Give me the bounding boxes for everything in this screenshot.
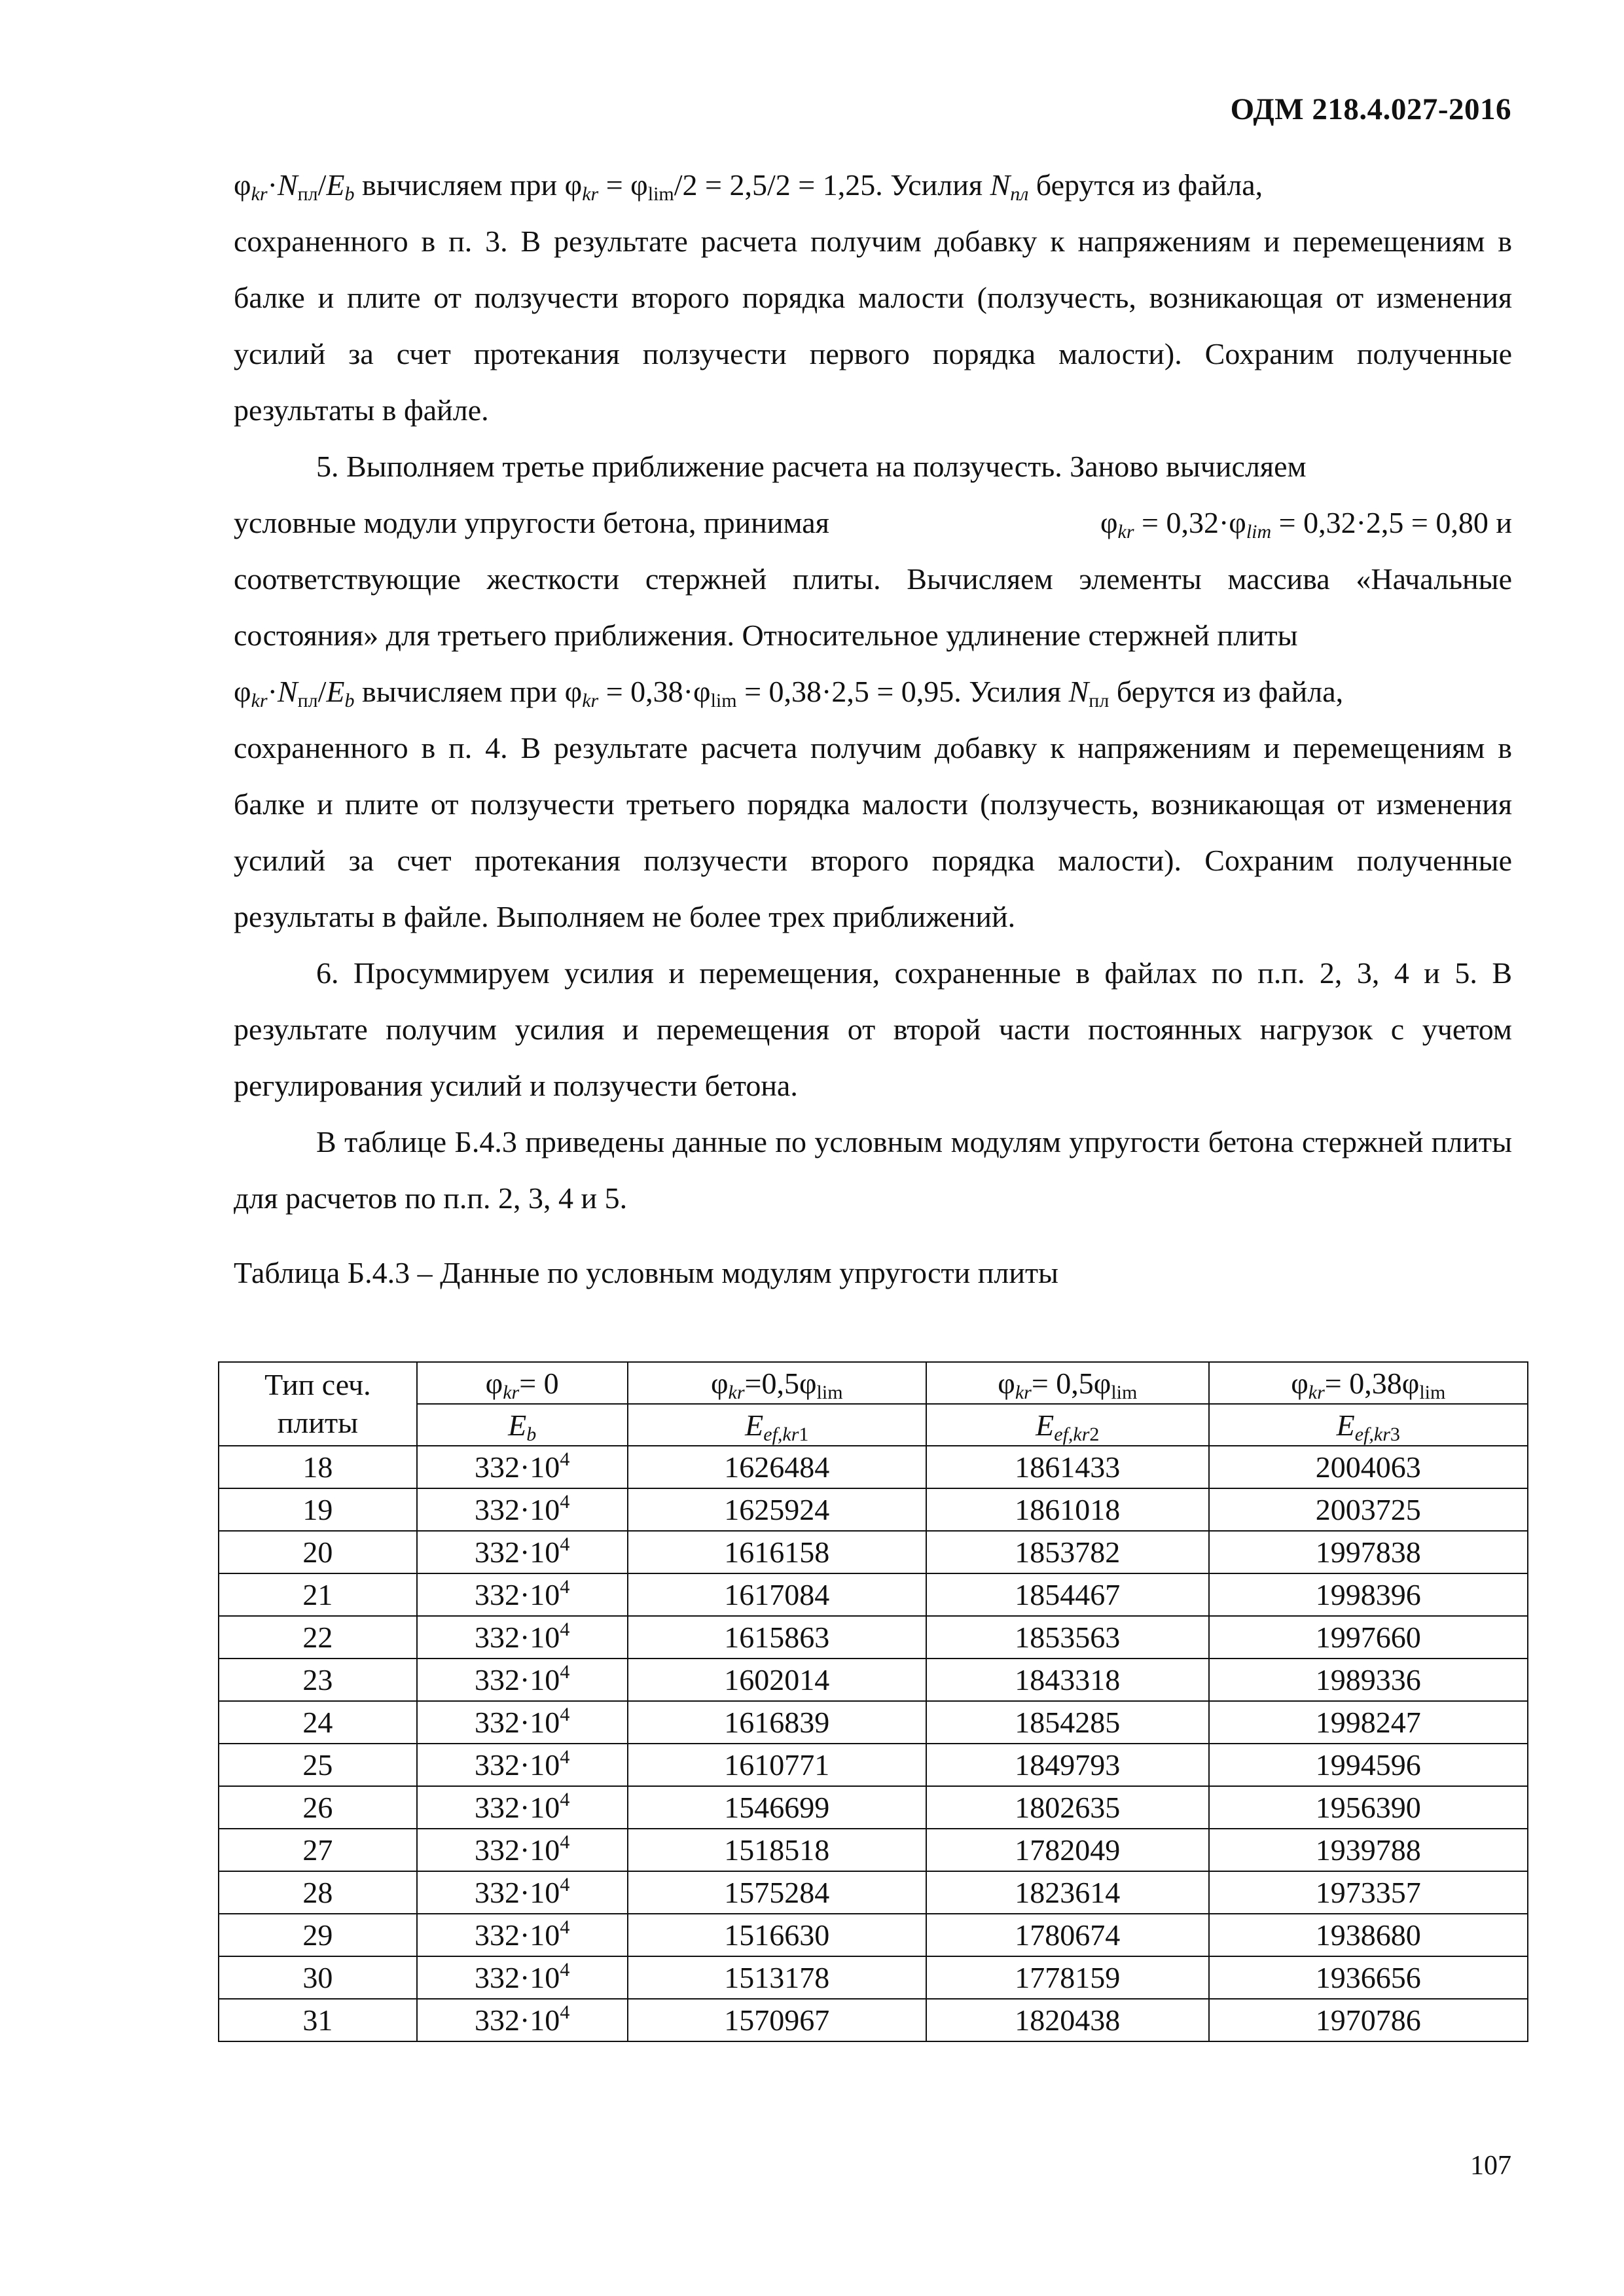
cell-ef-kr2: 1820438 bbox=[926, 1999, 1209, 2041]
cell-ef-kr1: 1610771 bbox=[628, 1744, 927, 1786]
header-ef-kr2: $E_{ef,kr2}$ bbox=[926, 1404, 1209, 1446]
para7: В таблице Б.4.3 приведены данные по условным модулям упругости бетона стержней плиты для расчетов по п.п. 2, 3, 4 и 5. bbox=[234, 1125, 1512, 1215]
cell-ef-kr2: 1861433 bbox=[926, 1446, 1209, 1488]
cell-section-type: 20 bbox=[219, 1531, 417, 1573]
para6: 6. Просуммируем усилия и перемещения, сохраненные в файлах по п.п. 2, 3, 4 и 5. В результате получим усилия и перемещения от второй части постоянных нагрузок с учетом регулирования усилий и ползучести бетона. bbox=[234, 956, 1512, 1102]
cell-ef-kr3: 1956390 bbox=[1209, 1786, 1528, 1829]
cell-eb: $332\cdot 10^4$ bbox=[417, 1573, 628, 1616]
cell-section-type: 18 bbox=[219, 1446, 417, 1488]
cell-ef-kr2: 1843318 bbox=[926, 1659, 1209, 1701]
cell-ef-kr1: 1575284 bbox=[628, 1871, 927, 1914]
cell-ef-kr3: 1938680 bbox=[1209, 1914, 1528, 1956]
header-eb: $E_b$ bbox=[417, 1404, 628, 1446]
para5-line3: соответствующие жесткости стержней плиты. Вычисляем элементы массива «Начальные состояния» для третьего приближения. Относительное удлинение стержней плиты bbox=[234, 562, 1512, 652]
cell-ef-kr2: 1854285 bbox=[926, 1701, 1209, 1744]
table-row bbox=[219, 1829, 1528, 1871]
cell-ef-kr2: 1861018 bbox=[926, 1488, 1209, 1531]
cell-eb: $332\cdot 10^4$ bbox=[417, 1999, 628, 2041]
cell-ef-kr1: 1518518 bbox=[628, 1829, 927, 1871]
cell-eb: $332\cdot 10^4$ bbox=[417, 1659, 628, 1701]
header-ef-kr1: $E_{ef,kr1}$ bbox=[628, 1404, 927, 1446]
cell-ef-kr2: 1854467 bbox=[926, 1573, 1209, 1616]
cell-ef-kr1: 1626484 bbox=[628, 1446, 927, 1488]
cell-section-type: 25 bbox=[219, 1744, 417, 1786]
para1-rest: сохраненного в п. 3. В результате расчета получим добавку к напряжениям и перемещениям в балке и плите от ползучести второго порядка малости (ползучесть, возникающая от изменения усилий за счет протекания ползучести первого порядка малости). Сохраним полученные результаты в файле. bbox=[234, 224, 1512, 427]
cell-eb: $332\cdot 10^4$ bbox=[417, 1914, 628, 1956]
cell-ef-kr1: 1617084 bbox=[628, 1573, 927, 1616]
cell-ef-kr3: 1994596 bbox=[1209, 1744, 1528, 1786]
cell-ef-kr2: 1778159 bbox=[926, 1956, 1209, 1999]
table-row bbox=[219, 1573, 1528, 1616]
table-caption: Таблица Б.4.3 – Данные по условным модулям упругости плиты bbox=[234, 1256, 1058, 1289]
cell-eb: $332\cdot 10^4$ bbox=[417, 1829, 628, 1871]
cell-ef-kr1: 1615863 bbox=[628, 1616, 927, 1659]
cell-ef-kr3: 1973357 bbox=[1209, 1871, 1528, 1914]
cell-section-type: 21 bbox=[219, 1573, 417, 1616]
header-phi-038: $\varphi_{kr}= 0,38\varphi_{lim}$ bbox=[1209, 1362, 1528, 1404]
table-row bbox=[219, 1488, 1528, 1531]
cell-ef-kr1: 1616158 bbox=[628, 1531, 927, 1573]
table-row bbox=[219, 1616, 1528, 1659]
cell-section-type: 23 bbox=[219, 1659, 417, 1701]
cell-section-type: 27 bbox=[219, 1829, 417, 1871]
table-row bbox=[219, 1701, 1528, 1744]
cell-section-type: 19 bbox=[219, 1488, 417, 1531]
cell-ef-kr1: 1625924 bbox=[628, 1488, 927, 1531]
header-phi-05: $\varphi_{kr}=0,5\varphi_{lim}$ bbox=[628, 1362, 927, 1404]
table-body bbox=[219, 1446, 1528, 2041]
cell-ef-kr1: 1570967 bbox=[628, 1999, 927, 2041]
cell-section-type: 26 bbox=[219, 1786, 417, 1829]
cell-eb: $332\cdot 10^4$ bbox=[417, 1744, 628, 1786]
cell-section-type: 30 bbox=[219, 1956, 417, 1999]
moduli-table bbox=[218, 1361, 1528, 2042]
cell-eb: $332\cdot 10^4$ bbox=[417, 1488, 628, 1531]
table-row bbox=[219, 1914, 1528, 1956]
cell-ef-kr2: 1853782 bbox=[926, 1531, 1209, 1573]
cell-eb: $332\cdot 10^4$ bbox=[417, 1531, 628, 1573]
cell-section-type: 24 bbox=[219, 1701, 417, 1744]
table-row bbox=[219, 1531, 1528, 1573]
cell-ef-kr2: 1853563 bbox=[926, 1616, 1209, 1659]
cell-ef-kr3: 1997838 bbox=[1209, 1531, 1528, 1573]
para5-line1: 5. Выполняем третье приближение расчета на ползучесть. Заново вычисляем bbox=[316, 450, 1307, 483]
para5-line4: $\varphi_{kr}\cdot N_{пл}/E_b$ вычисляем при $\varphi_{kr} = 0,38\cdot\varphi_{lim} = 0,38\cdot 2,5 = 0,95$. Усилия $N_{пл}$ берутся из файла, bbox=[234, 675, 1344, 711]
cell-ef-kr3: 1997660 bbox=[1209, 1616, 1528, 1659]
cell-ef-kr3: 2003725 bbox=[1209, 1488, 1528, 1531]
header-section-type: Тип сеч. плиты bbox=[219, 1362, 417, 1446]
table-row bbox=[219, 1999, 1528, 2041]
header-phi-0: $\varphi_{kr}= 0$ bbox=[417, 1362, 628, 1404]
cell-ef-kr2: 1780674 bbox=[926, 1914, 1209, 1956]
cell-ef-kr3: 1998396 bbox=[1209, 1573, 1528, 1616]
table-row bbox=[219, 1744, 1528, 1786]
table-row bbox=[219, 1659, 1528, 1701]
cell-ef-kr3: 1998247 bbox=[1209, 1701, 1528, 1744]
cell-ef-kr2: 1802635 bbox=[926, 1786, 1209, 1829]
cell-eb: $332\cdot 10^4$ bbox=[417, 1616, 628, 1659]
cell-section-type: 29 bbox=[219, 1914, 417, 1956]
cell-eb: $332\cdot 10^4$ bbox=[417, 1956, 628, 1999]
table-row bbox=[219, 1956, 1528, 1999]
body-text bbox=[234, 157, 1512, 1296]
cell-ef-kr3: 1970786 bbox=[1209, 1999, 1528, 2041]
cell-section-type: 22 bbox=[219, 1616, 417, 1659]
cell-ef-kr3: 2004063 bbox=[1209, 1446, 1528, 1488]
header-ef-kr3: $E_{ef,kr3}$ bbox=[1209, 1404, 1528, 1446]
table-row bbox=[219, 1786, 1528, 1829]
cell-eb: $332\cdot 10^4$ bbox=[417, 1446, 628, 1488]
table-row bbox=[219, 1446, 1528, 1488]
document-header: ОДМ 218.4.027-2016 bbox=[1230, 92, 1511, 126]
cell-ef-kr1: 1546699 bbox=[628, 1786, 927, 1829]
cell-ef-kr3: 1989336 bbox=[1209, 1659, 1528, 1701]
table-header-row-1 bbox=[219, 1362, 1528, 1404]
cell-ef-kr2: 1823614 bbox=[926, 1871, 1209, 1914]
para5-line2: условные модули упругости бетона, принимая $\varphi_{kr} = 0,32\cdot\varphi_{lim} = 0,32\cdot 2,5 = 0,80$ и bbox=[234, 506, 1512, 543]
page-number: 107 bbox=[1470, 2151, 1511, 2181]
cell-section-type: 31 bbox=[219, 1999, 417, 2041]
cell-ef-kr2: 1782049 bbox=[926, 1829, 1209, 1871]
cell-ef-kr3: 1936656 bbox=[1209, 1956, 1528, 1999]
cell-ef-kr2: 1849793 bbox=[926, 1744, 1209, 1786]
cell-ef-kr1: 1602014 bbox=[628, 1659, 927, 1701]
cell-ef-kr3: 1939788 bbox=[1209, 1829, 1528, 1871]
cell-eb: $332\cdot 10^4$ bbox=[417, 1871, 628, 1914]
header-phi-05b: $\varphi_{kr}= 0,5\varphi_{lim}$ bbox=[926, 1362, 1209, 1404]
cell-ef-kr1: 1516630 bbox=[628, 1914, 927, 1956]
cell-eb: $332\cdot 10^4$ bbox=[417, 1701, 628, 1744]
para1-line1: $\varphi_{kr}\cdot N_{пл}/E_b$ вычисляем при $\varphi_{kr} = \varphi_{lim}/2 = 2,5/2 = 1,25$. Усилия $N_{пл}$ берутся из файла, bbox=[234, 168, 1263, 205]
cell-section-type: 28 bbox=[219, 1871, 417, 1914]
cell-ef-kr1: 1513178 bbox=[628, 1956, 927, 1999]
cell-eb: $332\cdot 10^4$ bbox=[417, 1786, 628, 1829]
table-row bbox=[219, 1871, 1528, 1914]
para5-rest: сохраненного в п. 4. В результате расчета получим добавку к напряжениям и перемещениям в балке и плите от ползучести третьего порядка малости (ползучесть, возникающая от изменения усилий за счет протекания ползучести второго порядка малости). Сохраним полученные результаты в файле. Выполняем не более трех приближений. bbox=[234, 731, 1512, 933]
cell-ef-kr1: 1616839 bbox=[628, 1701, 927, 1744]
